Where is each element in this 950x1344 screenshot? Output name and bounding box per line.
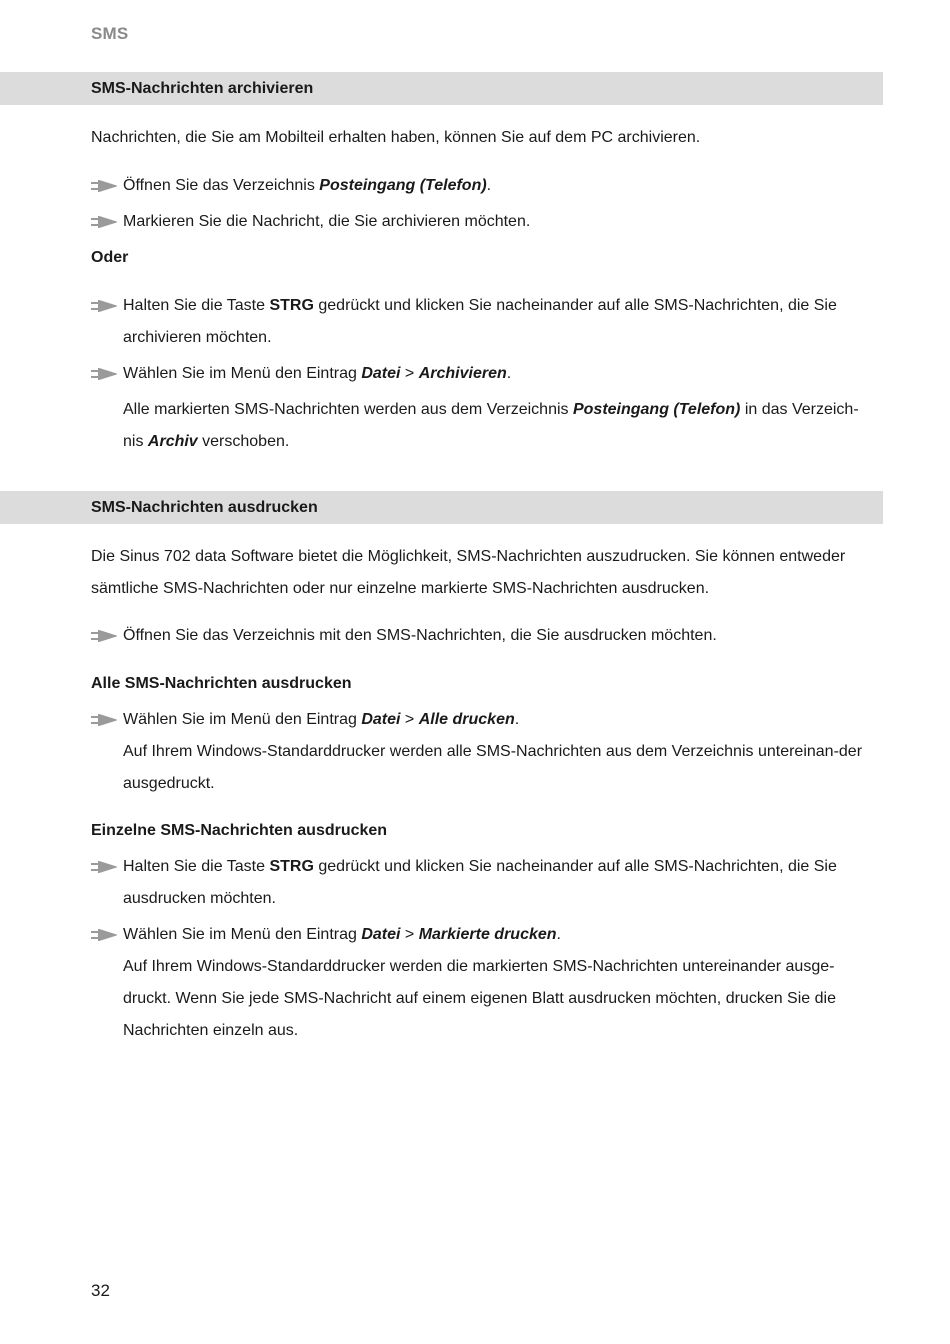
double-arrow-icon — [91, 630, 117, 642]
double-arrow-icon — [91, 861, 117, 873]
print-intro: Die Sinus 702 data Software bietet die Möglichkeit, SMS-Nachrichten auszudrucken. Sie können entweder sämtliche SMS-Nachrichten oder nur einzelne markierte SMS-Nachrichten ausdrucken. — [91, 548, 846, 597]
section-title-print: SMS-Nachrichten ausdrucken — [91, 499, 318, 516]
double-arrow-icon — [91, 180, 117, 192]
double-arrow-icon — [91, 368, 117, 380]
print-selected-step-2: Wählen Sie im Menü den Eintrag Datei > Markierte drucken. — [91, 919, 866, 951]
archive-step-2: Markieren Sie die Nachricht, die Sie archivieren möchten. — [91, 206, 866, 238]
archive-step-4: Wählen Sie im Menü den Eintrag Datei > Archivieren. — [91, 358, 866, 390]
archive-step-1: Öffnen Sie das Verzeichnis Posteingang (Telefon). — [91, 170, 866, 202]
print-selected-result: Auf Ihrem Windows-Standarddrucker werden die markierten SMS-Nachrichten untereinander ausge-druckt. Wenn Sie jede SMS-Nachricht auf einem eigenen Blatt ausdrucken möchten, drucken Sie die Nachrichten einzeln aus. — [123, 958, 836, 1039]
print-all-step: Wählen Sie im Menü den Eintrag Datei > Alle drucken. — [91, 704, 866, 736]
archive-step-3: Halten Sie die Taste STRG gedrückt und klicken Sie nacheinander auf alle SMS-Nachrichten, die Sie archivieren möchten. — [91, 290, 866, 354]
double-arrow-icon — [91, 216, 117, 228]
subhead-print-selected: Einzelne SMS-Nachrichten ausdrucken — [91, 822, 388, 839]
subhead-print-all: Alle SMS-Nachrichten ausdrucken — [91, 675, 352, 692]
print-selected-step-1: Halten Sie die Taste STRG gedrückt und klicken Sie nacheinander auf alle SMS-Nachrichten, die Sie ausdrucken möchten. — [91, 851, 866, 915]
section-title-archive: SMS-Nachrichten archivieren — [91, 80, 314, 97]
oder-label: Oder — [91, 249, 129, 266]
double-arrow-icon — [91, 929, 117, 941]
print-all-result: Auf Ihrem Windows-Standarddrucker werden alle SMS-Nachrichten aus dem Verzeichnis untereinan-der ausgedruckt. — [123, 743, 863, 792]
archive-intro: Nachrichten, die Sie am Mobilteil erhalten haben, können Sie auf dem PC archivieren. — [91, 129, 701, 146]
archive-result: Alle markierten SMS-Nachrichten werden aus dem Verzeichnis Posteingang (Telefon) in das Verzeich-nis Archiv verschoben. — [123, 401, 859, 450]
print-step-1: Öffnen Sie das Verzeichnis mit den SMS-Nachrichten, die Sie ausdrucken möchten. — [91, 620, 866, 652]
running-header: SMS — [91, 24, 129, 43]
double-arrow-icon — [91, 714, 117, 726]
page-number: 32 — [91, 1281, 110, 1300]
double-arrow-icon — [91, 300, 117, 312]
